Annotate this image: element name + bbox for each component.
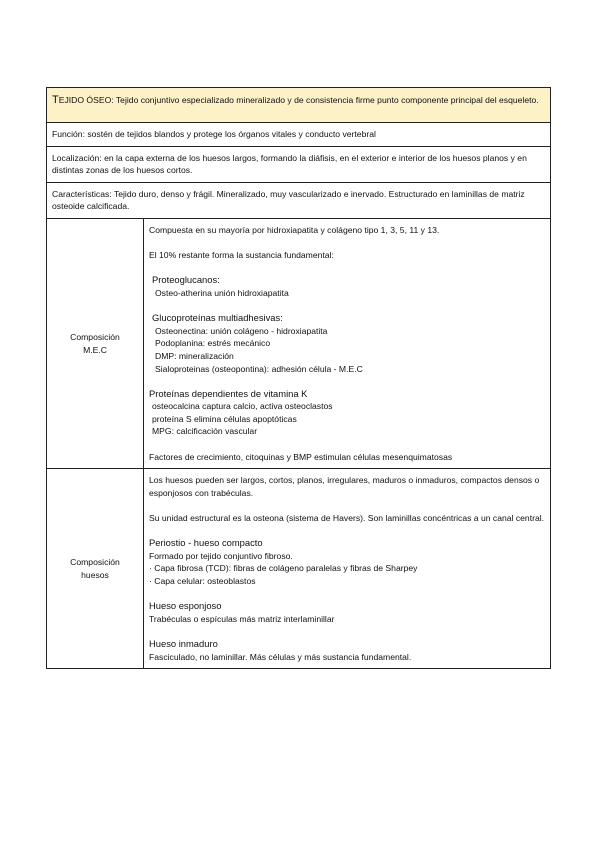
inmaduro-title: Hueso inmaduro: [149, 637, 218, 649]
funcion-label: Función:: [52, 129, 85, 139]
huesos-paragraph-2: Su unidad estructural es la osteona (sistema de Havers). Son laminillas concéntricas a un canal central.: [149, 513, 545, 524]
huesos-paragraph-1: Los huesos pueden ser largos, cortos, planos, irregulares, maduros o inmaduros, compactos densos o esponjosos con trabéculas.: [149, 475, 540, 498]
glucoproteinas-item: DMP: mineralización: [155, 350, 234, 361]
glucoproteinas-item: Osteonectina: unión colágeno - hidroxiapatita: [155, 325, 328, 336]
localizacion-cell: [47, 146, 551, 182]
mec-intro: Compuesta en su mayoría por hidroxiapatita y colágeno tipo 1, 3, 5, 11 y 13.: [149, 224, 440, 235]
glucoproteinas-item: Podoplanina: estrés mecánico: [155, 338, 271, 349]
mec-remaining: El 10% restante forma la sustancia fundamental:: [149, 250, 334, 261]
periostio-line: · Capa celular: osteoblastos: [149, 576, 256, 586]
caracteristicas-label: Características:: [52, 188, 112, 199]
localizacion-label: Localización:: [52, 152, 102, 163]
caracteristicas-row: [47, 182, 551, 218]
esponjoso-title: Hueso esponjoso: [149, 600, 222, 612]
mec-label-cell: [47, 218, 144, 468]
glucoproteinas-item: Sialoproteinas (osteopontina): adhesión célula - M.E.C: [155, 363, 363, 374]
mec-content-cell: [144, 218, 551, 468]
localizacion-text: en la capa externa de los huesos largos, formando la diáfisis, en el exterior e interior de los huesos planos y en distintas zonas de los huesos cortos.: [52, 152, 527, 176]
periostio-line: · Capa fibrosa (TCD): fibras de colágeno paralelas y fibras de Sharpey: [149, 563, 418, 574]
funcion-cell: [47, 123, 551, 147]
funcion-row: [47, 123, 551, 147]
mec-label-line2: M.E.C: [83, 344, 107, 355]
caracteristicas-text: Tejido duro, denso y frágil. Mineralizado, muy vascularizado e inervado. Estructurado en laminillas de matriz osteoide calcificada.: [52, 188, 525, 212]
bone-tissue-table: [46, 87, 551, 669]
inmaduro-text: Fasciculado, no laminillar. Más células y más sustancia fundamental.: [149, 651, 412, 662]
header-row: [47, 88, 551, 123]
funcion-text: sostén de tejidos blandos y protege los órganos vitales y conducto vertebral: [87, 129, 376, 139]
periostio-title: Periostio - hueso compacto: [149, 537, 263, 549]
mec-factores: Factores de crecimiento, citoquinas y BMP estimulan células mesenquimatosas: [149, 451, 453, 462]
title-first-letter: T: [52, 94, 59, 106]
esponjoso-text: Trabéculas o espículas más matriz interlaminillar: [149, 613, 335, 624]
document-page: [46, 87, 551, 669]
huesos-label-line2: huesos: [81, 569, 109, 580]
periostio-line: Formado por tejido conjuntivo fibroso.: [149, 550, 293, 561]
mec-label-line1: Composición: [70, 332, 120, 343]
localizacion-row: [47, 146, 551, 182]
header-cell: [47, 88, 551, 123]
caracteristicas-cell: [47, 182, 551, 218]
glucoproteinas-title: Glucoproteínas multiadhesivas:: [152, 312, 283, 324]
vitamina-k-item: proteína S elimina células apoptóticas: [152, 413, 297, 424]
title: EJIDO ÓSEO:: [58, 95, 114, 105]
definition-text: Tejido conjuntivo especializado mineralizado y de consistencia firme punto componente principal del esqueleto.: [115, 95, 539, 105]
proteoglucanos-title: Proteoglucanos:: [152, 274, 220, 286]
vitamina-k-item: MPG: calcificación vascular: [152, 426, 258, 437]
huesos-row: [47, 469, 551, 669]
huesos-label-cell: [47, 469, 144, 669]
vitamina-k-item: osteocalcina captura calcio, activa osteoclastos: [152, 401, 333, 412]
huesos-content-cell: [144, 469, 551, 669]
vitamina-k-title: Proteínas dependientes de vitamina K: [149, 387, 308, 399]
proteoglucanos-item: Osteo-atherina unión hidroxiapatita: [155, 287, 289, 298]
huesos-label-line1: Composición: [70, 557, 120, 568]
mec-row: [47, 218, 551, 468]
